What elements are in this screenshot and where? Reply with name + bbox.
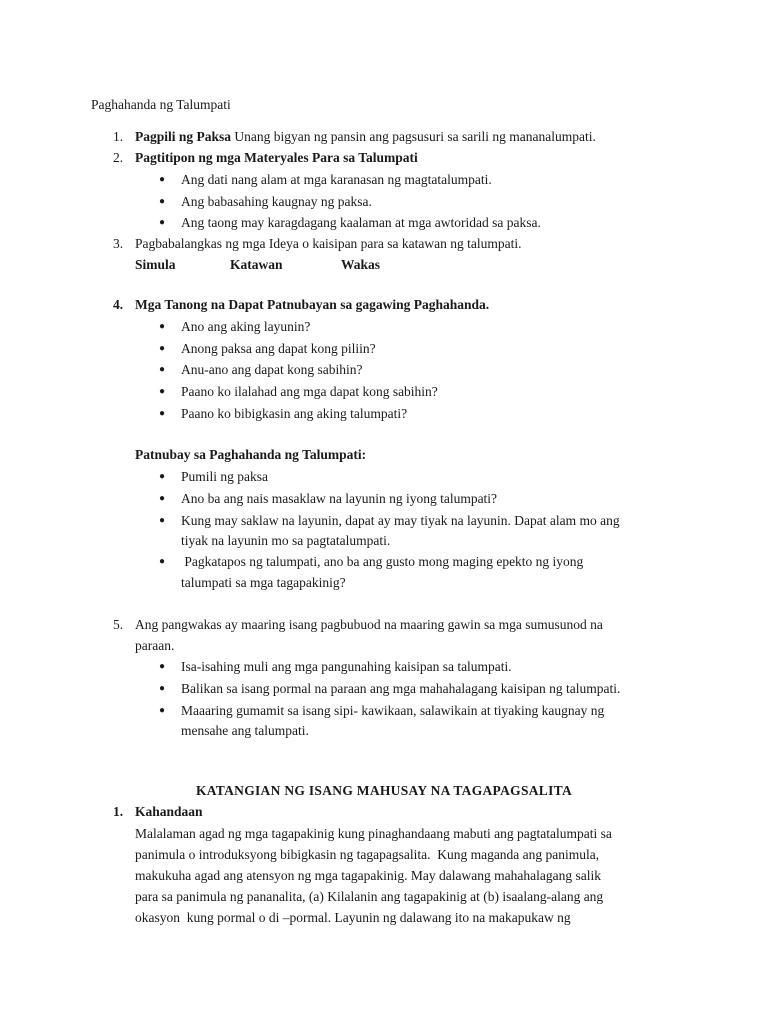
bullet-icon: ● (159, 493, 166, 504)
item-5-line-2: paraan. (135, 638, 175, 653)
section-2-heading: KATANGIAN NG ISANG MAHUSAY NA TAGAPAGSALITA (195, 783, 573, 798)
item-5-bullet-3: Maaaring gumamit sa isang sipi- kawikaan, salawikain at tiyaking kaugnay ng (181, 703, 605, 718)
paragraph-line-3: makukuha agad ang atensyon ng mga tagapakinig. May dalawang mahahalagang salik (135, 868, 601, 883)
item-1-number: 1. (113, 129, 124, 144)
bullet-icon: ● (159, 408, 166, 419)
patnubay-bullet-3-cont: tiyak na layunin mo sa pagtatalumpati. (181, 533, 391, 548)
bullet-icon: ● (159, 515, 166, 526)
item-2-number: 2. (113, 150, 124, 165)
bullet-icon: ● (159, 174, 166, 185)
item-1-text: Unang bigyan ng pansin ang pagsusuri sa sarili ng mananalumpati. (231, 129, 596, 144)
item-5-bullet-1: Isa-isahing muli ang mga pangunahing kaisipan sa talumpati. (181, 659, 512, 674)
bullet-icon: ● (159, 343, 166, 354)
paragraph-line-5: okasyon kung pormal o di –pormal. Layunin ng dalawang ito na makapukaw ng (135, 910, 571, 925)
item-4-bullet-5: Paano ko bibigkasin ang aking talumpati? (181, 406, 408, 421)
paragraph-line-4: para sa panimula ng pananalita, (a) Kilalanin ang tagapakinig at (b) isaalang-alang ang (135, 889, 604, 904)
item-5-line-1: Ang pangwakas ay maaring isang pagbubuod na maaring gawin sa mga sumusunod na (135, 617, 603, 632)
bullet-icon: ● (159, 386, 166, 397)
bullet-icon: ● (159, 661, 166, 672)
bullet-icon: ● (159, 321, 166, 332)
bullet-icon: ● (159, 556, 166, 567)
item-4-bullet-4: Paano ko ilalahad ang mga dapat kong sabihin? (181, 384, 438, 399)
item-4-number: 4. (113, 297, 124, 312)
item-5-bullet-3-cont: mensahe ang talumpati. (181, 723, 309, 738)
bullet-icon: ● (159, 196, 166, 207)
item-4-title-text: Mga Tanong na Dapat Patnubayan sa gagawing Paghahanda. (135, 297, 490, 312)
bullet-icon: ● (159, 364, 166, 375)
item-4-bullet-2: Anong paksa ang dapat kong piliin? (181, 341, 376, 356)
bullet-icon: ● (159, 705, 166, 716)
patnubay-bullet-1: Pumili ng paksa (181, 469, 268, 484)
item-2-title-text: Pagtitipon ng mga Materyales Para sa Talumpati (135, 150, 418, 165)
patnubay-bullet-4-cont: talumpati sa mga tagapakinig? (181, 575, 346, 590)
item-4-bullet-3: Anu-ano ang dapat kong sabihin? (181, 362, 363, 377)
item-1-title: Pagpili ng Paksa (135, 129, 232, 144)
item-5-bullet-2: Balikan sa isang pormal na paraan ang mga mahahalagang kaisipan ng talumpati. (181, 681, 621, 696)
bullet-icon: ● (159, 683, 166, 694)
col-wakas: Wakas (341, 257, 381, 272)
item-4-title (135, 294, 489, 316)
section-2-item-1-title-text: Kahandaan (135, 804, 203, 819)
section-2-item-1-title (135, 801, 203, 823)
bullet-icon: ● (159, 471, 166, 482)
patnubay-heading-text: Patnubay sa Paghahanda ng Talumpati: (135, 447, 367, 462)
paragraph-line-2: panimula o introduksyong bibigkasin ng tagapagsalita. Kung maganda ang panimula, (135, 847, 600, 862)
item-1 (135, 126, 596, 148)
patnubay-bullet-3: Kung may saklaw na layunin, dapat ay may tiyak na layunin. Dapat alam mo ang (181, 513, 620, 528)
col-katawan: Katawan (230, 257, 283, 272)
item-5-number: 5. (113, 617, 124, 632)
document-title: Paghahanda ng Talumpati (91, 97, 231, 112)
item-3-columns (135, 254, 380, 276)
item-3-text: Pagbabalangkas ng mga Ideya o kaisipan para sa katawan ng talumpati. (135, 236, 522, 251)
item-4-bullet-1: Ano ang aking layunin? (181, 319, 311, 334)
paragraph-line-1: Malalaman agad ng mga tagapakinig kung pinaghandaang mabuti ang pagtatalumpati sa (135, 826, 612, 841)
item-2-bullet-2: Ang babasahing kaugnay ng paksa. (181, 194, 372, 209)
col-simula: Simula (135, 257, 176, 272)
item-2-bullet-3: Ang taong may karagdagang kaalaman at mga awtoridad sa paksa. (181, 215, 541, 230)
item-2-title (135, 147, 418, 169)
item-2-bullet-1: Ang dati nang alam at mga karanasan ng magtatalumpati. (181, 172, 492, 187)
patnubay-heading (135, 444, 366, 466)
item-3-number: 3. (113, 236, 124, 251)
bullet-icon: ● (159, 217, 166, 228)
section-2-item-1-number: 1. (113, 804, 124, 819)
patnubay-bullet-2: Ano ba ang nais masaklaw na layunin ng iyong talumpati? (181, 491, 498, 506)
patnubay-bullet-4: Pagkatapos ng talumpati, ano ba ang gusto mong maging epekto ng iyong (181, 554, 584, 569)
